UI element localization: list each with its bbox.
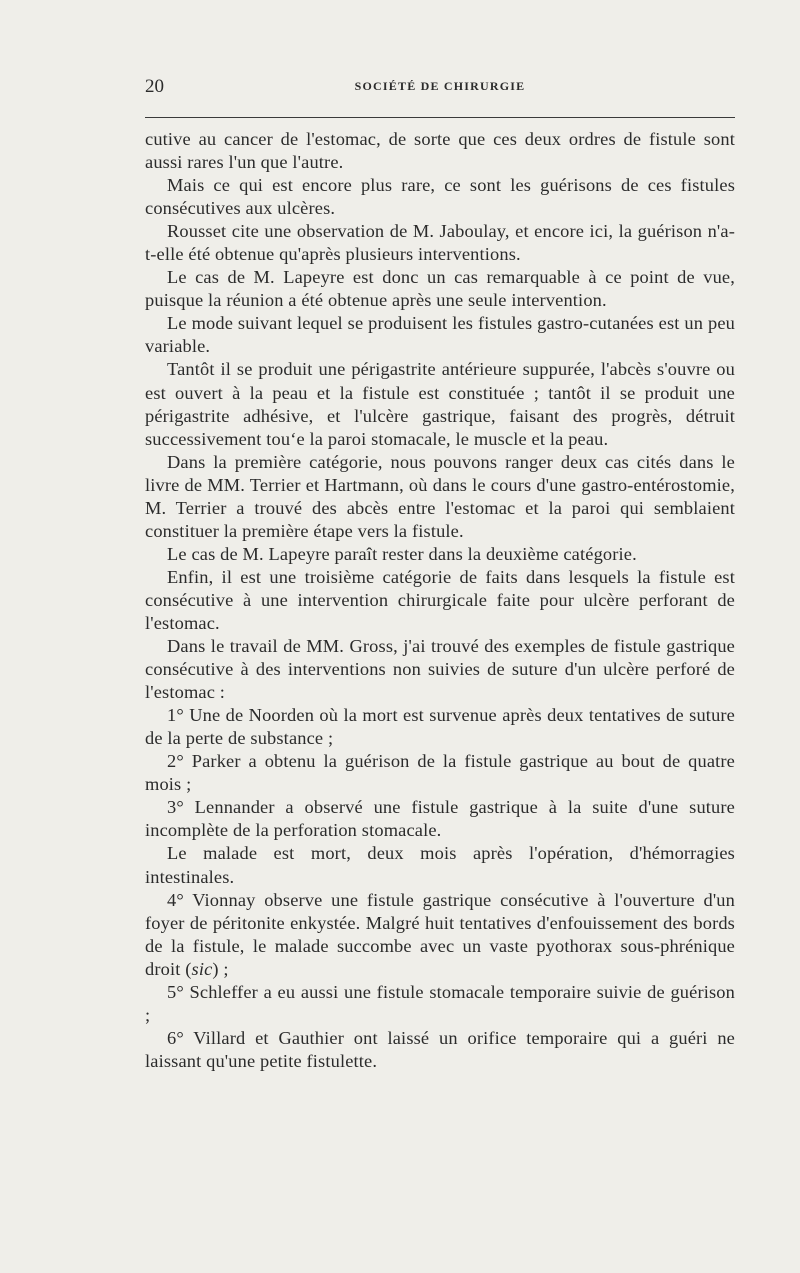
paragraph: Le cas de M. Lapeyre paraît rester dans la deuxième catégorie. xyxy=(167,543,637,564)
running-title: SOCIÉTÉ DE CHIRURGIE xyxy=(354,79,526,93)
list-item-6: 6° Villard et Gauthier ont laissé un orifice temporaire qui a guéri ne laissant qu'une petite fistulette. xyxy=(145,1027,735,1071)
list-item-4-end: ) ; xyxy=(212,958,229,979)
page-header xyxy=(145,76,735,100)
paragraph: Tantôt il se produit une périgastrite antérieure suppurée, l'abcès s'ouvre ou est ouvert à la peau et la fistule est constituée ; tantôt il se produit une périgastrite adhésive, et l'ulcère gastrique, faisant des progrès, détruit successivement tou‘e la paroi stomacale, le muscle et la peau. xyxy=(145,359,735,449)
paragraph: Dans le travail de MM. Gross, j'ai trouvé des exemples de fistule gastrique consécutive à des interventions non suivies de suture d'un ulcère perforé de l'estomac : xyxy=(145,636,735,703)
paragraph: Enfin, il est une troisième catégorie de faits dans lesquels la fistule est consécutive à une intervention chirurgicale faite pour ulcère perforant de l'estomac. xyxy=(145,566,735,633)
paragraph: Dans la première catégorie, nous pouvons ranger deux cas cités dans le livre de MM. Terrier et Hartmann, où dans le cours d'une gastro-entérostomie, M. Terrier a trouvé des abcès entre l'estomac et la paroi qui semblaient constituer la première étape vers la fistule. xyxy=(145,451,735,541)
paragraph: Le mode suivant lequel se produisent les fistules gastro-cutanées est un peu variable. xyxy=(145,313,735,357)
sic-italic: sic xyxy=(191,958,213,979)
page-number: 20 xyxy=(145,76,164,97)
paragraph: Rousset cite une observation de M. Jaboulay, et encore ici, la guérison n'a-t-elle été obtenue qu'après plusieurs interventions. xyxy=(145,221,735,265)
list-item-4 xyxy=(145,889,735,981)
list-item-3: 3° Lennander a observé une fistule gastrique à la suite d'une suture incomplète de la perforation stomacale. xyxy=(145,797,735,841)
body-text xyxy=(145,128,735,1073)
paragraph: Mais ce qui est encore plus rare, ce sont les guérisons de ces fistules consécutives aux ulcères. xyxy=(145,175,735,219)
list-item-2: 2° Parker a obtenu la guérison de la fistule gastrique au bout de quatre mois ; xyxy=(145,751,735,795)
paragraph: Le malade est mort, deux mois après l'opération, d'hémorragies intestinales. xyxy=(145,843,735,887)
list-item-5: 5° Schleffer a eu aussi une fistule stomacale temporaire suivie de guérison ; xyxy=(145,981,735,1025)
paragraph: Le cas de M. Lapeyre est donc un cas remarquable à ce point de vue, puisque la réunion a été obtenue après une seule intervention. xyxy=(145,267,735,311)
header-rule xyxy=(145,117,735,118)
list-item-1: 1° Une de Noorden où la mort est survenue après deux tentatives de suture de la perte de substance ; xyxy=(145,705,735,749)
paragraph-continuation: cutive au cancer de l'estomac, de sorte que ces deux ordres de fistule sont aussi rares l'un que l'autre. xyxy=(145,129,735,173)
list-item-4-text: 4° Vionnay observe une fistule gastrique consécutive à l'ouverture d'un foyer de péritonite enkystée. Malgré huit tentatives d'enfouissement des bords de la fistule, le malade succombe avec un vaste pyothorax sous-phrénique droit ( xyxy=(145,889,735,979)
